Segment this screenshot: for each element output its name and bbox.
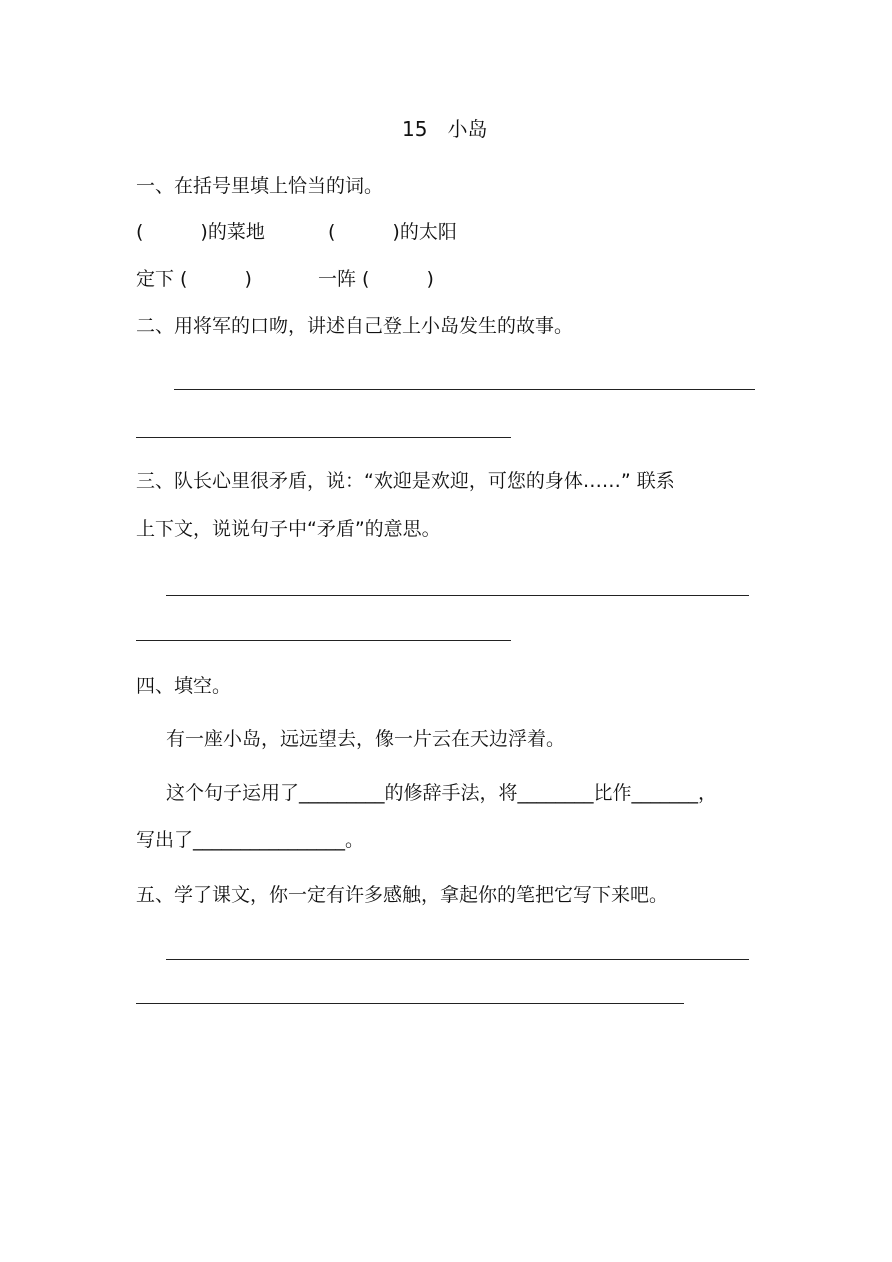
q1-blank-4: 一阵 ( ): [318, 268, 434, 290]
q3-line-1: 三、队长心里很矛盾，说：“欢迎是欢迎，可您的身体……” 联系: [136, 470, 675, 492]
q3-answer-line-1[interactable]: [166, 595, 749, 596]
q1-blank-1: ( )的菜地: [136, 221, 265, 243]
q4-fill-line-2: 写出了________________。: [136, 829, 365, 851]
q5-heading: 五、学了课文，你一定有许多感触，拿起你的笔把它写下来吧。: [136, 884, 669, 906]
q4-sentence: 有一座小岛，远远望去，像一片云在天边浮着。: [166, 728, 566, 750]
q1-heading: 一、在括号里填上恰当的词。: [136, 175, 384, 197]
q1-blank-3: 定下 ( ): [136, 268, 252, 290]
q5-answer-line-1[interactable]: [166, 959, 749, 960]
q2-answer-line-2[interactable]: [136, 437, 511, 438]
q4-fill-line-1: 这个句子运用了_________的修辞手法，将________比作_______，: [166, 782, 718, 804]
q3-answer-line-2[interactable]: [136, 640, 511, 641]
q5-answer-line-2[interactable]: [136, 1003, 684, 1004]
page-title: 15 小岛: [402, 117, 488, 141]
q2-heading: 二、用将军的口吻，讲述自己登上小岛发生的故事。: [136, 315, 574, 337]
q3-line-2: 上下文，说说句子中“矛盾”的意思。: [136, 518, 441, 540]
q2-answer-line-1[interactable]: [174, 389, 755, 390]
q1-blank-2: ( )的太阳: [328, 221, 457, 243]
q4-heading: 四、填空。: [136, 675, 232, 697]
